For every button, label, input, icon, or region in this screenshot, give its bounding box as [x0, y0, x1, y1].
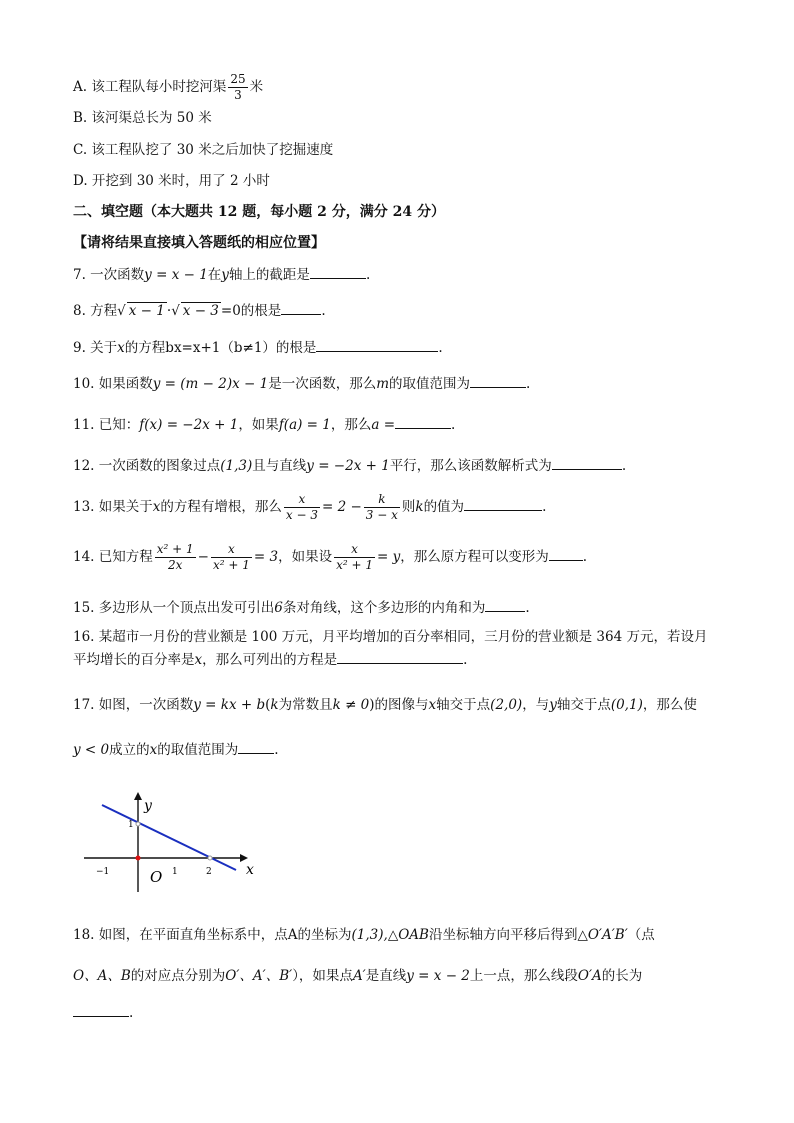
answer-blank[interactable] — [395, 414, 451, 429]
option-a-text: A. 该工程队每小时挖河渠 — [73, 79, 227, 95]
section-instruction: 【请将结果直接填入答题纸的相应位置】 — [73, 235, 325, 251]
y-axis-label: y — [144, 798, 152, 814]
answer-blank[interactable] — [73, 1002, 129, 1017]
tick-label-x1: 1 — [172, 867, 178, 877]
function-line — [102, 805, 236, 870]
section-title: 二、填空题（本大题共 12 题，每小题 2 分，满分 24 分） — [73, 204, 445, 220]
answer-blank[interactable] — [549, 546, 583, 561]
answer-blank[interactable] — [464, 496, 542, 511]
question-7: 7. 一次函数y = x − 1在y轴上的截距是 . — [73, 264, 370, 285]
answer-blank[interactable] — [310, 264, 366, 279]
y-intercept-point — [136, 822, 140, 826]
y-axis-arrow — [134, 792, 142, 800]
x-intercept-point — [208, 856, 212, 860]
fraction-25-3: $\frac{25}{3}$ — [230, 72, 246, 102]
question-13: 13. 如果关于x的方程有增根，那么 $\frac{x}{x - 3}$ = 2 − $\frac{k}{3 - x}$ 则k的值为 . — [73, 492, 547, 522]
answer-blank[interactable] — [552, 455, 622, 470]
answer-blank[interactable] — [485, 597, 525, 612]
answer-blank[interactable] — [281, 300, 321, 315]
tick-label-y1: 1 — [128, 820, 134, 830]
x-axis-arrow — [240, 854, 248, 862]
question-18: 18. 如图，在平面直角坐标系中，点A的坐标为(1,3),△OAB沿坐标轴方向平移后得到△O′A′B′（点 — [73, 927, 655, 943]
question-12: 12. 一次函数的图象过点(1,3)且与直线y = −2x + 1平行，那么该函数解析式为 . — [73, 455, 626, 476]
tick-label-x2: 2 — [206, 867, 212, 877]
option-a: A. 该工程队每小时挖河渠 $\frac{25}{3}$ 米 — [73, 72, 264, 102]
option-d: D. 开挖到 30 米时，用了 2 小时 — [73, 173, 270, 189]
function-graph — [80, 790, 270, 895]
origin-point — [136, 856, 141, 861]
question-10: 10. 如果函数y = (m − 2)x − 1是一次函数，那么m的取值范围为 . — [73, 373, 530, 394]
answer-blank[interactable] — [238, 739, 274, 754]
question-17: 17. 如图，一次函数y = kx + b(k为常数且k ≠ 0)的图像与x轴交于点(2,0)，与y轴交于点(0,1)，那么使 — [73, 697, 697, 713]
answer-blank[interactable] — [337, 649, 463, 664]
question-16: 16. 某超市一月份的营业额是 100 万元，月平均增加的百分率相同，三月份的营业额是 364 万元，若设月 平均增长的百分率是x，那么可列出的方程是 . — [73, 629, 708, 668]
answer-blank[interactable] — [316, 337, 438, 352]
question-11: 11. 已知：f(x) = −2x + 1，如果f(a) = 1，那么a = . — [73, 414, 455, 435]
answer-blank[interactable] — [470, 373, 526, 388]
question-8: 8. 方程√ x − 1 ·√ x − 3 =0的根是 . — [73, 300, 326, 321]
question-17-line2: y < 0成立的x的取值范围为 . — [73, 739, 279, 760]
option-b: B. 该河渠总长为 50 米 — [73, 110, 212, 126]
tick-label-neg1: −1 — [96, 867, 110, 877]
question-18-line3: . — [73, 1002, 133, 1023]
question-14: 14. 已知方程 $\frac{\text{x² + 1}}{2x}$ − $\frac{x}{\text{x² + 1}}$ = 3，如果设 $\frac{x}{\text{x² + 1}}$ = y，那么原方程可以变形为 . — [73, 542, 588, 572]
question-15: 15. 多边形从一个顶点出发可引出6条对角线，这个多边形的内角和为 . — [73, 597, 530, 618]
origin-label: O — [150, 868, 163, 886]
option-c: C. 该工程队挖了 30 米之后加快了挖掘速度 — [73, 142, 334, 158]
x-axis-label: x — [246, 862, 254, 878]
question-9: 9. 关于x的方程bx=x+1（b≠1）的根是 . — [73, 337, 443, 358]
question-18-line2: O、A、B的对应点分别为O′、A′、B′），如果点A′是直线y = x − 2上一点，那么线段O′A的长为 — [73, 968, 643, 984]
